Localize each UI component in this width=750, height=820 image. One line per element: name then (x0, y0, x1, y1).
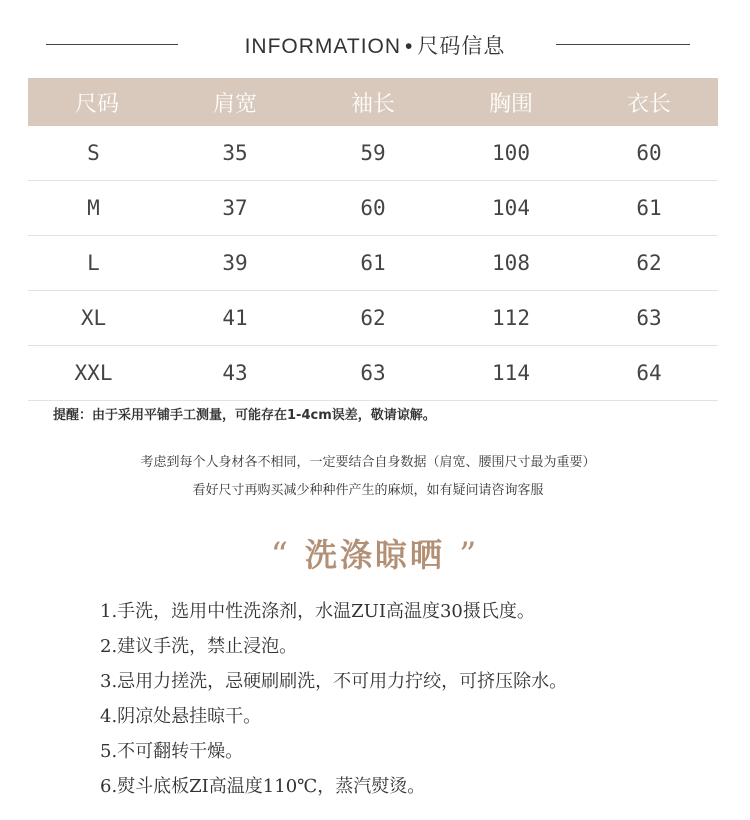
table-cell: 41 (166, 291, 304, 346)
table-cell: 62 (304, 291, 442, 346)
table-cell: 64 (580, 346, 718, 401)
table-cell: 100 (442, 126, 580, 181)
table-cell: 63 (304, 346, 442, 401)
table-cell: XXL (28, 346, 166, 401)
page-title (0, 30, 750, 60)
table-cell: 35 (166, 126, 304, 181)
title-dot: • (405, 35, 414, 58)
title-cn: 尺码信息 (417, 35, 506, 58)
table-cell: 39 (166, 236, 304, 291)
col-header-shoulder: 肩宽 (166, 78, 304, 126)
close-quote: ” (459, 535, 480, 575)
table-cell: 61 (580, 181, 718, 236)
advice-line-1: 考虑到每个人身材各不相同，一定要结合自身数据（肩宽、腰围尺寸最为重要） (140, 455, 596, 470)
table-cell: 61 (304, 236, 442, 291)
open-quote: “ (270, 535, 291, 575)
table-row (28, 291, 718, 346)
wash-title-text: 洗涤晾晒 (304, 536, 445, 574)
col-header-sleeve: 袖长 (304, 78, 442, 126)
table-cell: 62 (580, 236, 718, 291)
table-cell: 108 (442, 236, 580, 291)
care-instructions-list (100, 594, 567, 804)
table-cell: 59 (304, 126, 442, 181)
table-row (28, 236, 718, 291)
list-item: 5.不可翻转干燥。 (100, 741, 244, 762)
table-cell: L (28, 236, 166, 291)
advice-line-2: 看好尺寸再购买减少种种件产生的麻烦，如有疑问请咨询客服 (192, 483, 544, 498)
table-cell: S (28, 126, 166, 181)
list-item: 6.熨斗底板ZI高温度110℃，蒸汽熨烫。 (100, 776, 426, 797)
table-cell: 114 (442, 346, 580, 401)
list-item: 2.建议手洗，禁止浸泡。 (100, 636, 298, 657)
list-item: 3.忌用力搓洗，忌硬刷刷洗，不可用力拧绞，可挤压除水。 (100, 671, 568, 692)
table-cell: 104 (442, 181, 580, 236)
list-item: 1.手洗，选用中性洗涤剂，水温ZUI高温度30摄氏度。 (100, 601, 535, 622)
size-table (28, 78, 718, 401)
table-cell: 63 (580, 291, 718, 346)
table-cell: 37 (166, 181, 304, 236)
table-cell: XL (28, 291, 166, 346)
table-row (28, 346, 718, 401)
col-header-chest: 胸围 (442, 78, 580, 126)
table-row (28, 181, 718, 236)
size-table-header (28, 78, 718, 126)
wash-section-title (0, 530, 750, 576)
table-cell: 112 (442, 291, 580, 346)
measurement-note: 提醒：由于采用平铺手工测量，可能存在1-4cm误差，敬请谅解。 (53, 408, 436, 423)
table-cell: 60 (580, 126, 718, 181)
title-en: INFORMATION (244, 35, 402, 58)
table-cell: 43 (166, 346, 304, 401)
col-header-length: 衣长 (580, 78, 718, 126)
table-cell: M (28, 181, 166, 236)
table-row (28, 126, 718, 181)
col-header-size: 尺码 (28, 78, 166, 126)
table-cell: 60 (304, 181, 442, 236)
list-item: 4.阴凉处悬挂晾干。 (100, 706, 262, 727)
